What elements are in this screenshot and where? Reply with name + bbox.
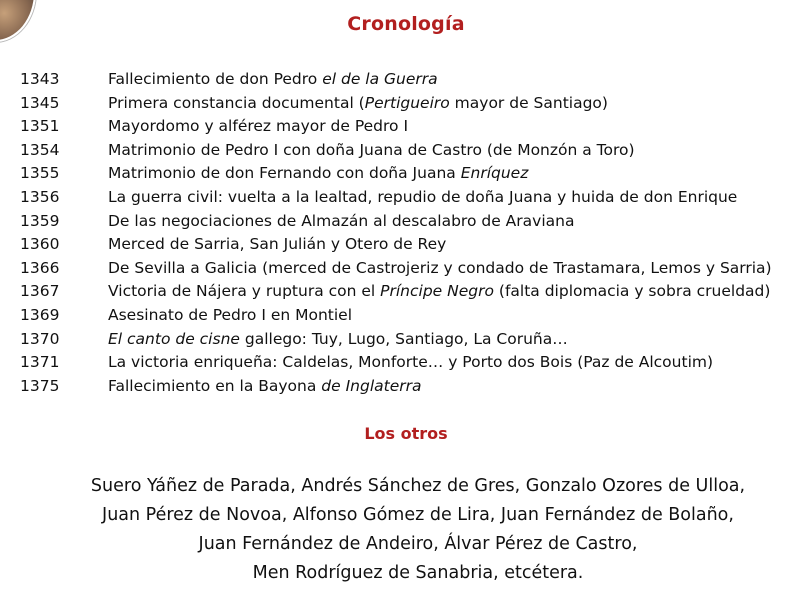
timeline-year: 1375 — [20, 376, 60, 395]
timeline-event — [108, 210, 574, 234]
timeline-event-text: Mayordomo y alférez mayor de Pedro I — [108, 117, 409, 136]
timeline-year: 1356 — [20, 187, 60, 206]
timeline-event — [108, 257, 772, 281]
timeline-event — [108, 186, 737, 210]
timeline-row — [20, 115, 810, 139]
timeline-year: 1354 — [20, 140, 60, 159]
timeline-event — [108, 115, 408, 139]
timeline-event — [108, 139, 635, 163]
timeline-year: 1345 — [20, 93, 60, 112]
cronologia-title: Cronología — [347, 13, 465, 35]
timeline-event-text: Matrimonio de don Fernando con doña Juana — [108, 164, 461, 183]
timeline-year: 1367 — [20, 282, 60, 301]
otros-line: Juan Fernández de Andeiro, Álvar Pérez de Castro, — [198, 534, 638, 554]
timeline-event — [108, 351, 713, 375]
otros-line: Juan Pérez de Novoa, Alfonso Gómez de Lira, Juan Fernández de Bolaño, — [102, 505, 734, 525]
timeline-row — [20, 210, 810, 234]
timeline-row — [20, 68, 810, 92]
timeline-row — [20, 92, 810, 116]
timeline-row — [20, 233, 810, 257]
timeline-row — [20, 375, 810, 399]
timeline-event — [108, 162, 528, 186]
timeline-event — [108, 304, 352, 328]
timeline-event — [108, 68, 438, 92]
otros-names — [0, 472, 812, 588]
timeline-event-text: Victoria de Nájera y ruptura con el — [108, 282, 381, 301]
timeline-event-italic-text: Príncipe Negro — [380, 282, 494, 301]
timeline-list — [20, 68, 810, 398]
timeline-row — [20, 162, 810, 186]
timeline-year: 1355 — [20, 164, 60, 183]
timeline-event — [108, 92, 608, 116]
timeline-event — [108, 328, 568, 352]
timeline-event-text: De Sevilla a Galicia (merced de Castrojeriz y condado de Trastamara, Lemos y Sarria) — [108, 258, 772, 277]
otros-line: Suero Yáñez de Parada, Andrés Sánchez de Gres, Gonzalo Ozores de Ulloa, — [90, 476, 746, 496]
otros-line: Men Rodríguez de Sanabria, etcétera. — [252, 563, 584, 583]
timeline-year: 1351 — [20, 117, 60, 136]
timeline-event-italic-text: de Inglaterra — [321, 376, 422, 395]
timeline-event-text: mayor de Santiago) — [449, 93, 608, 112]
timeline-row — [20, 280, 810, 304]
timeline-event-text: La victoria enriqueña: Caldelas, Monforte… y Porto dos Bois (Paz de Alcoutim) — [108, 353, 714, 372]
timeline-year: 1360 — [20, 235, 60, 254]
timeline-event-text: (falta diplomacia y sobra crueldad) — [493, 282, 771, 301]
timeline-event-text: La guerra civil: vuelta a la lealtad, repudio de doña Juana y huida de don Enrique — [108, 187, 738, 206]
timeline-event-text: Fallecimiento de don Pedro — [108, 70, 323, 88]
timeline-event-text: Matrimonio de Pedro I con doña Juana de Castro (de Monzón a Toro) — [108, 140, 635, 159]
timeline-year: 1370 — [20, 329, 60, 348]
timeline-event-text: Fallecimiento en la Bayona — [108, 376, 322, 395]
timeline-row — [20, 351, 810, 375]
timeline-row — [20, 257, 810, 281]
timeline-event — [108, 233, 446, 257]
timeline-event-text: Primera constancia documental ( — [108, 93, 365, 112]
timeline-row — [20, 328, 810, 352]
timeline-event-text: Asesinato de Pedro I en Montiel — [108, 305, 353, 324]
timeline-event-text: Merced de Sarria, San Julián y Otero de Rey — [108, 235, 447, 254]
timeline-event-italic-text: el de la Guerra — [322, 70, 438, 88]
timeline-event — [108, 280, 770, 304]
timeline-year: 1366 — [20, 258, 60, 277]
timeline-year: 1359 — [20, 211, 60, 230]
timeline-row — [20, 304, 810, 328]
timeline-event-text: gallego: Tuy, Lugo, Santiago, La Coruña… — [239, 329, 568, 348]
timeline-event — [108, 375, 421, 399]
timeline-year: 1369 — [20, 305, 60, 324]
timeline-row — [20, 186, 810, 210]
timeline-event-italic-text: Pertigueiro — [364, 93, 450, 112]
otros-title: Los otros — [364, 424, 448, 443]
timeline-event-italic-text: Enríquez — [460, 164, 529, 183]
timeline-event-text: De las negociaciones de Almazán al descalabro de Araviana — [108, 211, 575, 230]
timeline-year: 1343 — [20, 70, 60, 88]
timeline-event-italic-text: El canto de cisne — [108, 329, 240, 348]
timeline-row — [20, 139, 810, 163]
timeline-year: 1371 — [20, 353, 60, 372]
